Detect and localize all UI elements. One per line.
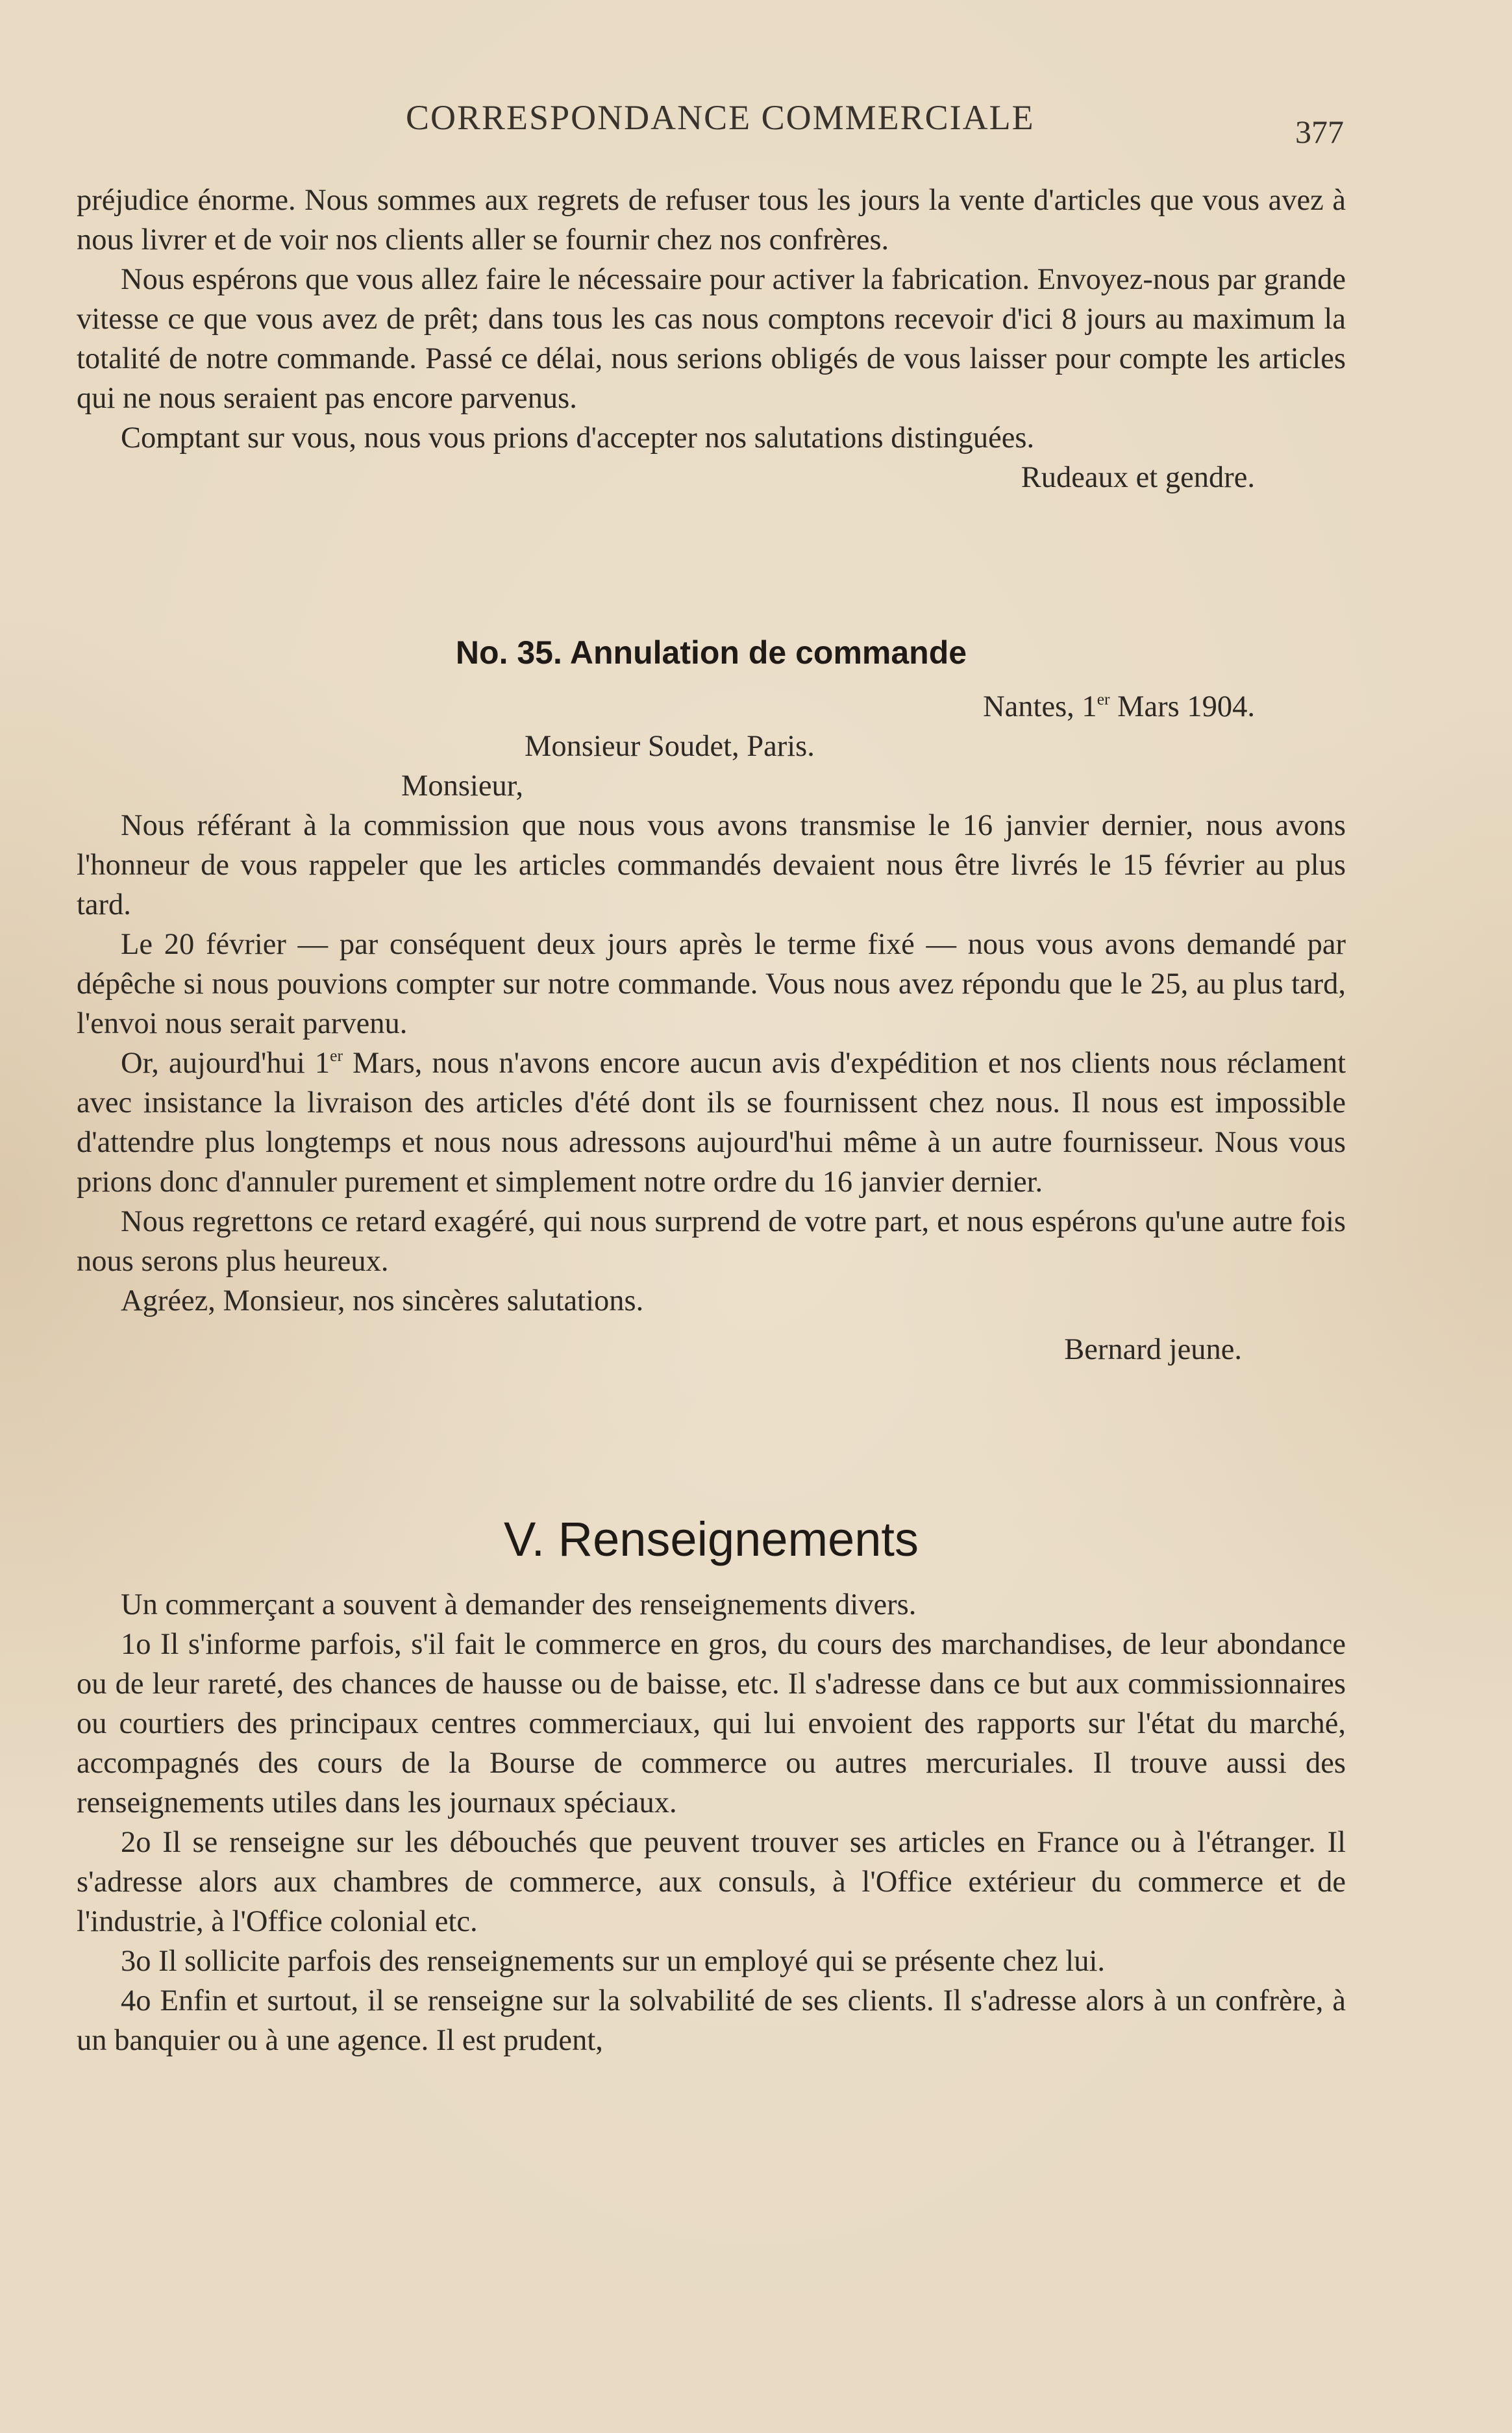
paragraph: Or, aujourd'hui 1er Mars, nous n'avons encore aucun avis d'expédition et nos clients nous réclament avec insistance la livraison des articles d'été dont ils se fournissent chez nous. Il nous est impossible d'attendre plus longtemps et nous nous adressons aujourd'hui même à un autre fournisseur. Nous vous prions donc d'annuler purement et simplement notre ordre du 16 janvier dernier. (77, 1046, 1346, 1199)
paragraph: Agréez, Monsieur, nos sincères salutations. (121, 1284, 644, 1317)
list-item: 1o Il s'informe parfois, s'il fait le commerce en gros, du cours des marchandises, de leur abondance ou de leur rareté, des chances de hausse ou de baisse, etc. Il s'adresse dans ce but aux commissionnaires ou courtiers des principaux centres commerciaux, qui lui envoient des rapports sur l'état du marché, accompagnés des cours de la Bourse de commerce ou autres mercuriales. Il trouve aussi des renseignements utiles dans les journaux spéciaux. (77, 1628, 1346, 1819)
paragraph: Comptant sur vous, nous vous prions d'accepter nos salutations distinguées. (121, 421, 1035, 455)
list-item: 2o Il se renseigne sur les débouchés que peuvent trouver ses articles en France ou à l'étranger. Il s'adresse alors aux chambres de commerce, aux consuls, à l'Office extérieur du commerce et de l'industrie, à l'Office colonial etc. (77, 1826, 1346, 1938)
paragraph: Le 20 février — par conséquent deux jours après le terme fixé — nous vous avons demandé par dépêche si nous pouvions compter sur notre commande. Vous nous avez répondu que le 25, au plus tard, l'envoi nous serait parvenu. (77, 928, 1346, 1040)
running-title: CORRESPONDANCE COMMERCIALE (406, 98, 1035, 137)
section-renseignements (77, 1512, 1346, 2060)
page-number: 377 (1295, 114, 1344, 150)
paragraph: Nous référant à la commission que nous vous avons transmise le 16 janvier dernier, nous avons l'honneur de vous rappeler que les articles commandés devaient nous être livrés le 15 février au plus tard. (77, 809, 1346, 921)
paragraph: Nous regrettons ce retard exagéré, qui nous surprend de votre part, et nous espérons qu'une autre fois nous serons plus heureux. (77, 1205, 1346, 1278)
salutation: Monsieur, (401, 769, 523, 803)
letter-tail (77, 181, 1346, 497)
letter-date: Nantes, 1er Mars 1904. (983, 690, 1255, 723)
list-item: 4o Enfin et surtout, il se renseigne sur la solvabilité de ses clients. Il s'adresse alors à un confrère, à un banquier ou à une agence. Il est prudent, (77, 1984, 1346, 2057)
signature: Rudeaux et gendre. (1021, 461, 1255, 494)
running-header (0, 97, 1512, 149)
letter-35 (77, 633, 1346, 1369)
list-item: 3o Il sollicite parfois des renseignements sur un employé qui se présente chez lui. (121, 1945, 1105, 1978)
addressee: Monsieur Soudet, Paris. (525, 730, 815, 763)
signature: Bernard jeune. (1064, 1333, 1242, 1366)
letter-heading: No. 35. Annulation de commande (455, 634, 967, 671)
section-title: V. Renseignements (503, 1512, 919, 1566)
paragraph: Un commerçant a souvent à demander des renseignements divers. (121, 1588, 917, 1621)
paragraph: préjudice énorme. Nous sommes aux regrets de refuser tous les jours la vente d'articles que vous avez à nous livrer et de voir nos clients aller se fournir chez nos confrères. (77, 184, 1346, 256)
paragraph: Nous espérons que vous allez faire le nécessaire pour activer la fabrication. Envoyez-nous par grande vitesse ce que vous avez de prêt; dans tous les cas nous comptons recevoir d'ici 8 jours au maximum la totalité de notre commande. Passé ce délai, nous serions obligés de vous laisser pour compte les articles qui ne nous seraient pas encore parvenus. (77, 263, 1346, 415)
